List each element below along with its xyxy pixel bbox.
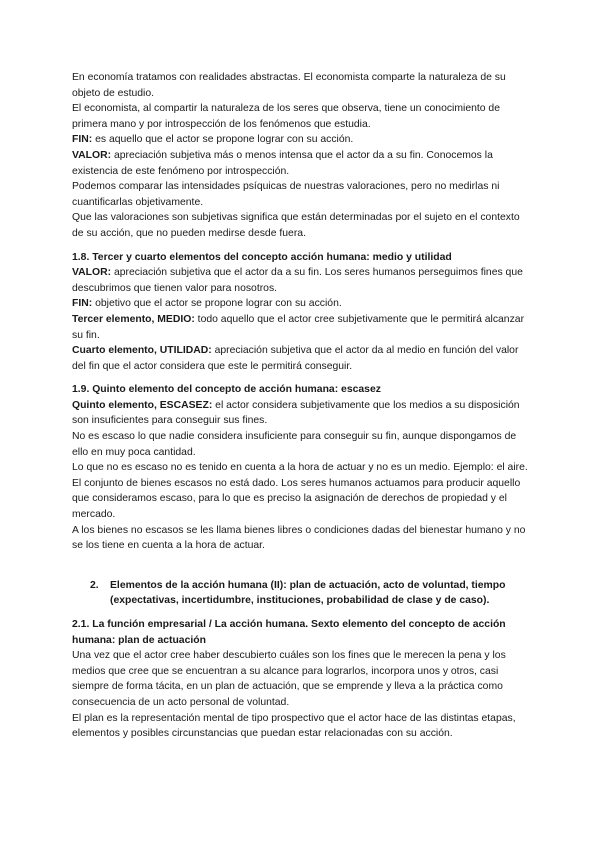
valor-text: apreciación subjetiva más o menos intensa que el actor da a su fin. Conocemos la existencia de este fenómeno por introspección. bbox=[72, 149, 493, 177]
section-2-number: 2. bbox=[90, 579, 99, 591]
s19-escasez bbox=[72, 398, 532, 429]
s21-paragraph-2: El plan es la representación mental de tipo prospectivo que el actor hace de las distintas etapas, elementos y posibles circunstancias que puedan estar relacionadas con su acción. bbox=[72, 712, 516, 740]
s18-medio-label: Tercer elemento, MEDIO: bbox=[72, 313, 195, 325]
s18-valor-text: apreciación subjetiva que el actor da a su fin. Los seres humanos perseguimos fines que descubrimos que tienen valor para nosotros. bbox=[72, 267, 523, 294]
intro-paragraph-1: En economía tratamos con realidades abstractas. El economista comparte la naturaleza de su objeto de estudio. bbox=[72, 72, 506, 99]
s18-fin-label: FIN: bbox=[72, 298, 93, 310]
s19-paragraph-3: Lo que no es escaso no es tenido en cuenta a la hora de actuar y no es un medio. Ejemplo: el aire. bbox=[72, 462, 528, 474]
s19-escasez-label: Quinto elemento, ESCASEZ: bbox=[72, 399, 213, 411]
s19-paragraph-4: El conjunto de bienes escasos no está dado. Los seres humanos actuamos para producir aquello que consideramos escaso, para lo que es preciso la asignación de derechos de propiedad y el mercado. bbox=[72, 477, 521, 521]
s18-medio bbox=[72, 312, 532, 343]
s18-fin bbox=[72, 296, 532, 312]
s18-utilidad bbox=[72, 343, 532, 374]
s18-medio-text: todo aquello que el actor cree subjetivamente que le permitirá alcanzar su fin. bbox=[72, 313, 525, 341]
s18-valor bbox=[72, 265, 532, 296]
document-page bbox=[72, 70, 532, 742]
s19-paragraph-5: A los bienes no escasos se les llama bienes libres o condiciones dadas del bienestar humano y no se los tiene en cuenta a la hora de actuar. bbox=[72, 524, 526, 552]
section-1-9-heading: 1.9. Quinto elemento del concepto de acción humana: escasez bbox=[72, 384, 381, 396]
valor-label: VALOR: bbox=[72, 149, 112, 161]
fin-label: FIN: bbox=[72, 134, 93, 146]
s21-paragraph-1: Una vez que el actor cree haber descubierto cuáles son los fines que le merecen la pena y los medios que cree que se encuentran a su alcance para lograrlos, incorpora unos y otros, casi siempre de forma tácita, en un plan de actuación, que se emprende y lleva a la práctica como consecuencia de un acto personal de voluntad. bbox=[72, 650, 506, 708]
intro-paragraph-fin bbox=[72, 132, 532, 148]
intro-paragraph-2: El economista, al compartir la naturaleza de los seres que observa, tiene un conocimiento de primera mano y por introspección de los fenómenos que estudia. bbox=[72, 103, 500, 130]
s19-escasez-text: el actor considera subjetivamente que los medios a su disposición son insuficientes para conseguir sus fines. bbox=[72, 399, 520, 427]
s18-utilidad-label: Cuarto elemento, UTILIDAD: bbox=[72, 345, 212, 357]
s18-utilidad-text: apreciación subjetiva que el actor da al medio en función del valor del fin que el actor considera que este le permitirá conseguir. bbox=[72, 345, 519, 372]
intro-paragraph-5: Podemos comparar las intensidades psíquicas de nuestras valoraciones, pero no medirlas ni cuantificarlas objetivamente. bbox=[72, 181, 500, 208]
s19-paragraph-2: No es escaso lo que nadie considera insuficiente para conseguir su fin, aunque dispongamos de ello en muy poca cantidad. bbox=[72, 431, 517, 458]
s18-valor-label: VALOR: bbox=[72, 267, 112, 279]
section-1-8-heading: 1.8. Tercer y cuarto elementos del concepto acción humana: medio y utilidad bbox=[72, 251, 452, 263]
intro-paragraph-6: Que las valoraciones son subjetivas significa que están determinadas por el sujeto en el contexto de su acción, que no pueden medirse desde fuera. bbox=[72, 212, 520, 239]
section-2-title: Elementos de la acción humana (II): plan de actuación, acto de voluntad, tiempo (expectativas, incertidumbre, instituciones, probabilidad de clase y de caso). bbox=[110, 579, 506, 607]
section-2-1-heading: 2.1. La función empresarial / La acción humana. Sexto elemento del concepto de acción humana: plan de actuación bbox=[72, 619, 506, 646]
intro-paragraph-valor bbox=[72, 148, 532, 179]
section-2-heading bbox=[90, 578, 532, 609]
s18-fin-text: objetivo que el actor se propone lograr con su acción. bbox=[92, 298, 342, 310]
fin-text: es aquello que el actor se propone lograr con su acción. bbox=[92, 134, 354, 146]
